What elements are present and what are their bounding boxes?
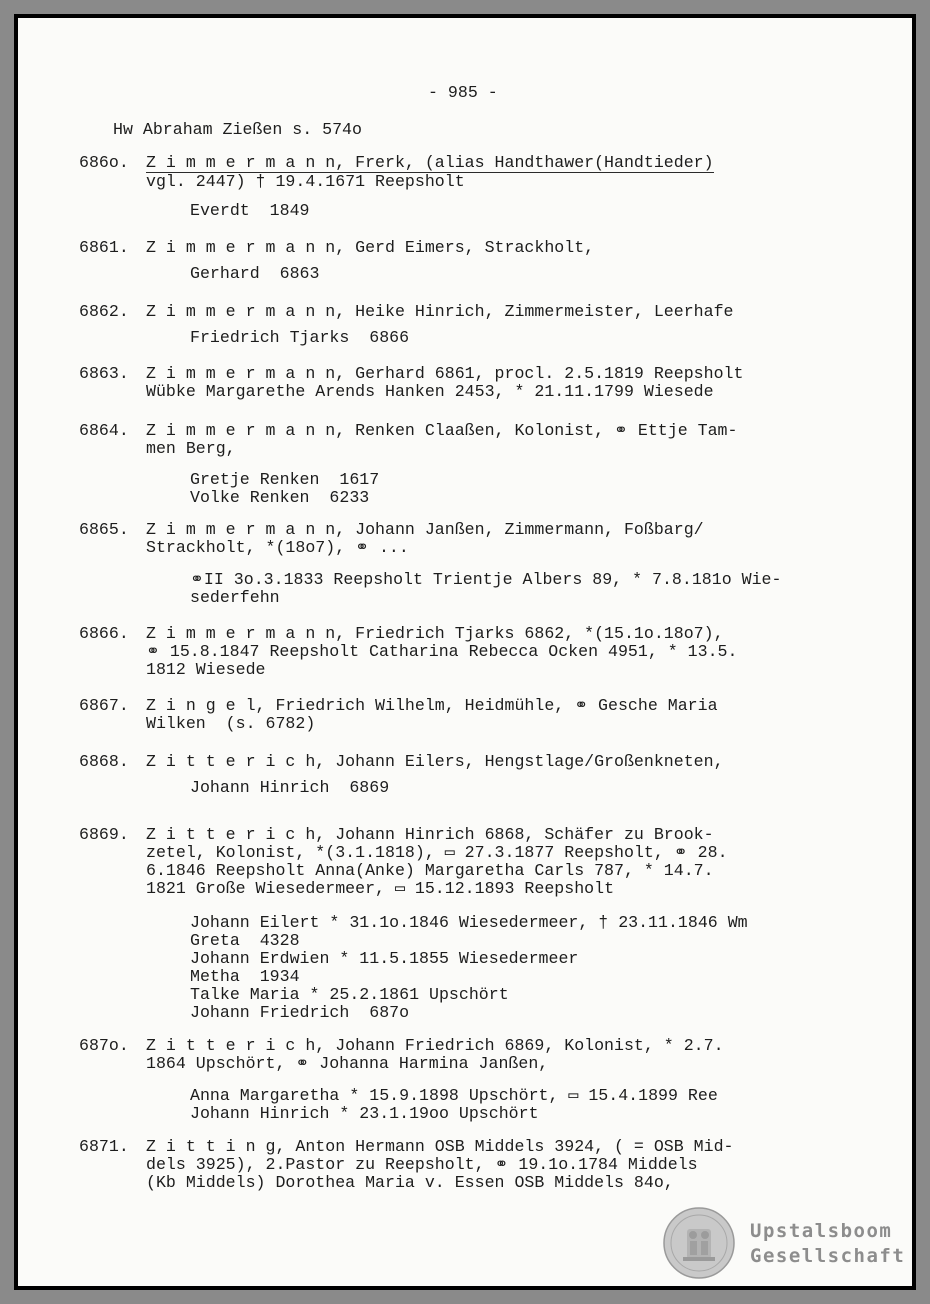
entry-line: Z i m m e r m a n n, Renken Claaßen, Kolonist, ⚭ Ettje Tam- <box>146 421 738 440</box>
descendant-line: Gretje Renken 1617 <box>190 470 380 489</box>
entry-line: Strackholt, *(18o7), ⚭ ... <box>146 538 409 557</box>
entry-number: 6867. <box>79 696 129 715</box>
entry-line: Z i t t e r i c h, Johann Friedrich 6869, Kolonist, * 2.7. <box>146 1036 724 1055</box>
entry-number: 6864. <box>79 421 129 440</box>
entry-line: 1864 Upschört, ⚭ Johanna Harmina Janßen, <box>146 1054 549 1073</box>
entry-line: men Berg, <box>146 439 236 458</box>
entry-line: (Kb Middels) Dorothea Maria v. Essen OSB Middels 84o, <box>146 1173 674 1192</box>
entry-line: ⚭ 15.8.1847 Reepsholt Catharina Rebecca Ocken 4951, * 13.5. <box>146 642 738 661</box>
entry-line: Z i t t e r i c h, Johann Hinrich 6868, Schäfer zu Brook- <box>146 825 714 844</box>
entry-number: 6871. <box>79 1137 129 1156</box>
descendant-line: Volke Renken 6233 <box>190 488 370 507</box>
entry-line: Z i n g e l, Friedrich Wilhelm, Heidmühle, ⚭ Gesche Maria <box>146 696 718 715</box>
entry-line: 1821 Große Wiesedermeer, ▭ 15.12.1893 Reepsholt <box>146 879 615 898</box>
entry-number: 6863. <box>79 364 129 383</box>
society-name-line1: Upstalsboom <box>750 1220 893 1242</box>
descendant-line: Metha 1934 <box>190 967 300 986</box>
entry-number: 6866. <box>79 624 129 643</box>
entry-line: Z i m m e r m a n n, Gerd Eimers, Strackholt, <box>146 238 595 257</box>
entry-line: Z i m m e r m a n n, Johann Janßen, Zimmermann, Foßbarg/ <box>146 520 704 539</box>
society-seal-icon <box>663 1207 735 1279</box>
entry-line: Z i t t e r i c h, Johann Eilers, Hengstlage/Großenkneten, <box>146 752 724 771</box>
descendant-line: Johann Hinrich 6869 <box>190 778 390 797</box>
entry-number: 687o. <box>79 1036 129 1055</box>
entry-line: ⚭II 3o.3.1833 Reepsholt Trientje Albers 89, * 7.8.181o Wie- <box>190 570 782 589</box>
descendant-line: Johann Hinrich * 23.1.19oo Upschört <box>190 1104 539 1123</box>
entry-number: 686o. <box>79 153 129 172</box>
document-page <box>18 18 912 1286</box>
entry-number: 6868. <box>79 752 129 771</box>
entry-number: 6861. <box>79 238 129 257</box>
descendant-line: Gerhard 6863 <box>190 264 320 283</box>
entry-line: dels 3925), 2.Pastor zu Reepsholt, ⚭ 19.1o.1784 Middels <box>146 1155 698 1174</box>
entry-line: Z i m m e r m a n n, Friedrich Tjarks 6862, *(15.1o.18o7), <box>146 624 724 643</box>
entry-line: 1812 Wiesede <box>146 660 266 679</box>
descendant-line: Everdt 1849 <box>190 201 310 220</box>
entry-line: Wübke Margarethe Arends Hanken 2453, * 21.11.1799 Wiesede <box>146 382 714 401</box>
entry-number: 6862. <box>79 302 129 321</box>
entry-line: Z i t t i n g, Anton Hermann OSB Middels 3924, ( = OSB Mid- <box>146 1137 734 1156</box>
descendant-line: Greta 4328 <box>190 931 300 950</box>
society-name <box>750 1219 905 1269</box>
descendant-line: Johann Eilert * 31.1o.1846 Wiesedermeer, † 23.11.1846 Wm <box>190 913 748 932</box>
hw-reference-line: Hw Abraham Zießen s. 574o <box>113 120 362 139</box>
descendant-line: Johann Friedrich 687o <box>190 1003 410 1022</box>
entry-line: Z i m m e r m a n n, Frerk, (alias Handthawer(Handtieder) <box>146 153 714 172</box>
entry-line: Wilken (s. 6782) <box>146 714 316 733</box>
descendant-line: Anna Margaretha * 15.9.1898 Upschört, ▭ 15.4.1899 Ree <box>190 1086 718 1105</box>
page-number: - 985 - <box>428 83 498 102</box>
descendant-line: Talke Maria * 25.2.1861 Upschört <box>190 985 509 1004</box>
entry-number: 6865. <box>79 520 129 539</box>
entry-line: sederfehn <box>190 588 280 607</box>
entry-line: Z i m m e r m a n n, Gerhard 6861, procl. 2.5.1819 Reepsholt <box>146 364 744 383</box>
entry-number: 6869. <box>79 825 129 844</box>
descendant-line: Friedrich Tjarks 6866 <box>190 328 410 347</box>
page-frame <box>14 14 916 1290</box>
entry-line: zetel, Kolonist, *(3.1.1818), ▭ 27.3.1877 Reepsholt, ⚭ 28. <box>146 843 728 862</box>
entry-line: vgl. 2447) † 19.4.1671 Reepsholt <box>146 172 465 191</box>
descendant-line: Johann Erdwien * 11.5.1855 Wiesedermeer <box>190 949 579 968</box>
entry-line: 6.1846 Reepsholt Anna(Anke) Margaretha Carls 787, * 14.7. <box>146 861 714 880</box>
entry-line: Z i m m e r m a n n, Heike Hinrich, Zimmermeister, Leerhafe <box>146 302 734 321</box>
society-name-line2: Gesellschaft <box>750 1245 906 1267</box>
